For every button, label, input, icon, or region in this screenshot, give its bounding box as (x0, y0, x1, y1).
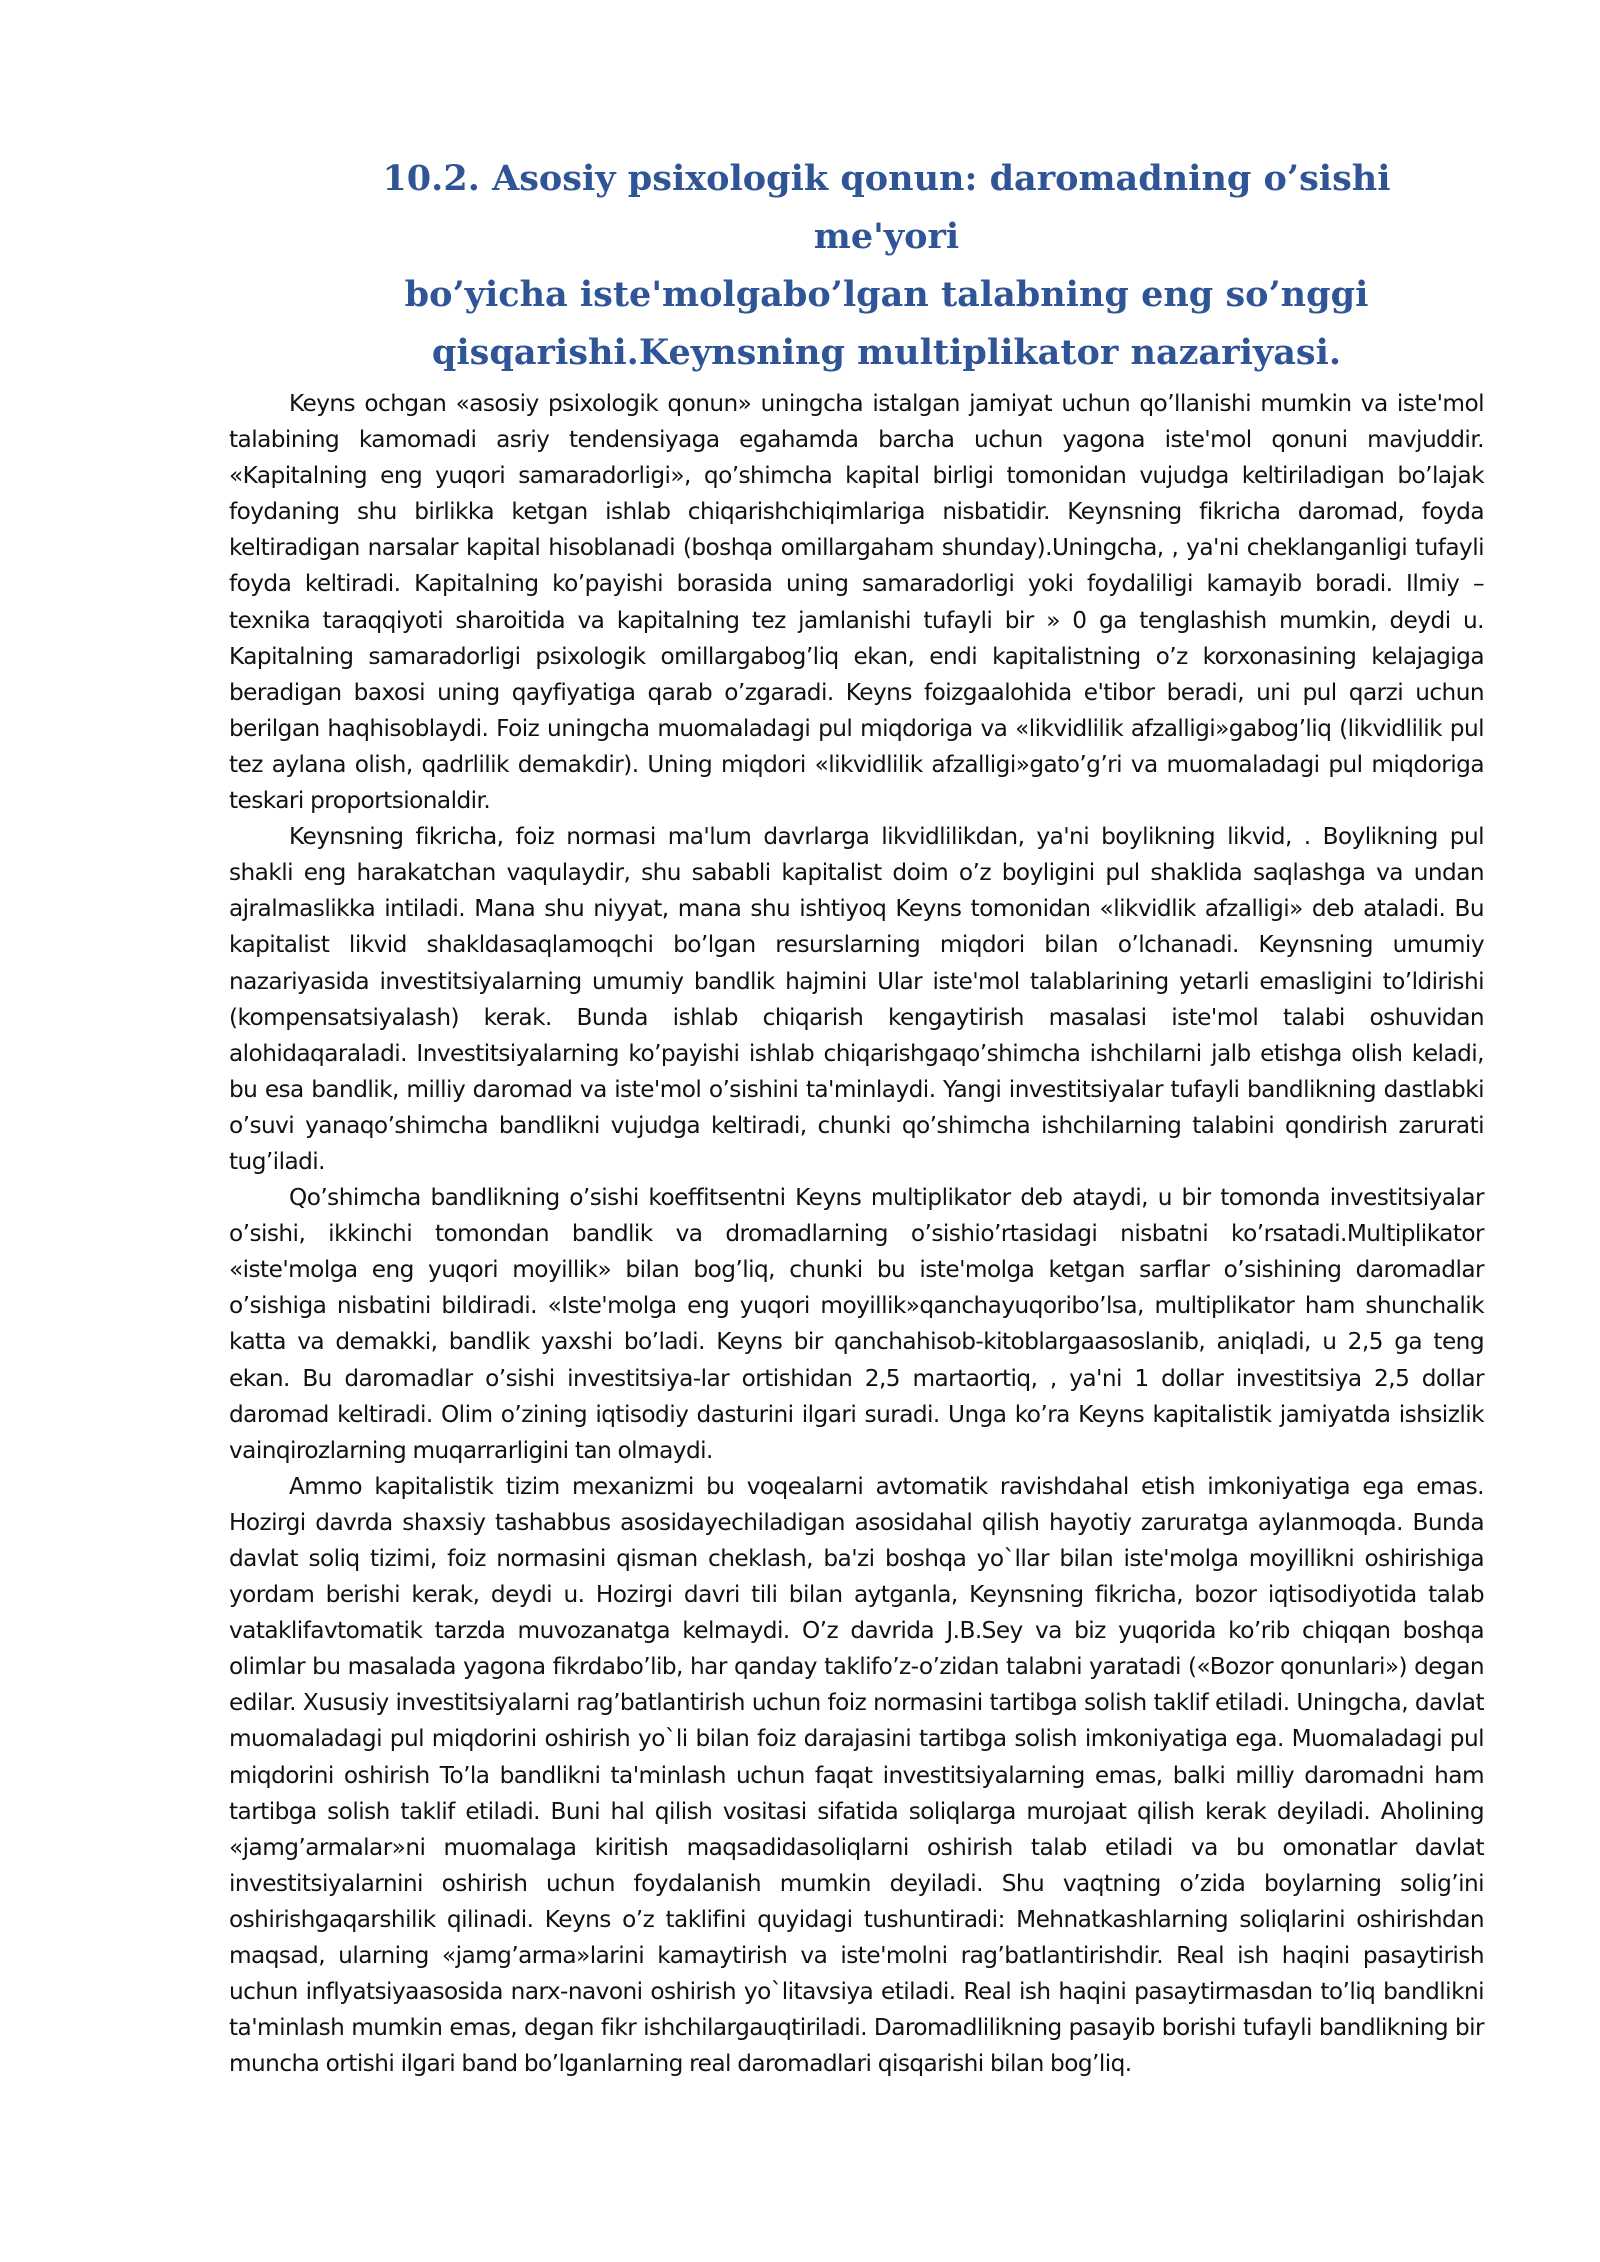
body-paragraph: Qo’shimcha bandlikning o’sishi koeffitsentni Keyns multiplikator deb ataydi, u bir tomonda investitsiyalar o’sishi, ikkinchi tomondan bandlik va dromadlarning o’sishio’rtasidagi nisbatni ko’rsatadi.Multiplikator «iste'molga eng yuqori moyillik» bilan bog’liq, chunki bu iste'molga ketgan sarflar o’sishining daromadlar o’sishiga nisbatini bildiradi. «Iste'molga eng yuqori moyillik»qanchayuqoribo’lsa, multiplikator ham shunchalik katta va demakki, bandlik yaxshi bo’ladi. Keyns bir qanchahisob-kitoblargaasoslanib, aniqladi, u 2,5 ga teng ekan. Bu daromadlar o’sishi investitsiya-lar ortishidan 2,5 martaortiq, , ya'ni 1 dollar investitsiya 2,5 dollar daromad keltiradi. Olim o’zining iqtisodiy dasturini ilgari suradi. Unga ko’ra Keyns kapitalistik jamiyatda ishsizlik vainqirozlarning muqarrarligini tan olmaydi. (229, 1184, 1484, 1464)
body-paragraph: Ammo kapitalistik tizim mexanizmi bu voqealarni avtomatik ravishdahal etish imkoniyatiga ega emas. Hozirgi davrda shaxsiy tashabbus asosidayechiladigan asosidahal qilish hayotiy zaruratga aylanmoqda. Bunda davlat soliq tizimi, foiz normasini qisman cheklash, ba'zi boshqa yo`llar bilan iste'molga moyillikni oshirishiga yordam berishi kerak, deydi u. Hozirgi davri tili bilan aytganla, Keynsning fikricha, bozor iqtisodiyotida talab vataklifavtomatik tarzda muvozanatga kelmaydi. O’z davrida J.B.Sey va biz yuqorida ko’rib chiqqan boshqa olimlar bu masalada yagona fikrdabo’lib, har qanday taklifo’z-o’zidan talabni yaratadi («Bozor qonunlari») degan edilar. Xususiy investitsiyalarni rag’batlantirish uchun foiz normasini tartibga solish taklif etiladi. Uningcha, davlat muomaladagi pul miqdorini oshirish yo`li bilan foiz darajasini tartibga solish imkoniyatiga ega. Muomaladagi pul miqdorini oshirish To’la bandlikni ta'minlash uchun faqat investitsiyalarning emas, balki milliy daromadni ham tartibga solish taklif etiladi. Buni hal qilish vositasi sifatida soliqlarga murojaat qilish kerak deyiladi. Aholining «jamg’armalar»ni muomalaga kiritish maqsadidasoliqlarni oshirish talab etiladi va bu omonatlar davlat investitsiyalarnini oshirish uchun foydalanish mumkin deyiladi. Shu vaqtning o’zida boylarning solig’ini oshirishgaqarshilik qilinadi. Keyns o’z taklifini quyidagi tushuntiradi: Mehnatkashlarning soliqlarini oshirishdan maqsad, ularning «jamg’arma»larini kamaytirish va iste'molni rag’batlantirishdir. Real ish haqini pasaytirish uchun inflyatsiyaasosida narx-navoni oshirish yo`litavsiya etiladi. Real ish haqini pasaytirmasdan to’liq bandlikni ta'minlash mumkin emas, degan fikr ishchilargauqtiriladi. Daromadlilikning pasayib borishi tufayli bandlikning bir muncha ortishi ilgari band bo’lganlarning real daromadlari qisqarishi bilan bog’liq. (229, 1472, 1484, 2078)
heading-line: 10.2. Asosiy psixologik qonun: daromadning o’sishi me'yori (382, 158, 1391, 257)
body-paragraph: Keynsning fikricha, foiz normasi ma'lum davrlarga likvidlilikdan, ya'ni boylikning likvid, . Boylikning pul shakli eng harakatchan vaqulaydir, shu sababli kapitalist doim o’z boyligini pul shaklida saqlashga va undan ajralmaslikka intiladi. Mana shu niyyat, mana shu ishtiyoq Keyns tomonidan «likvidlik afzalligi» deb ataladi. Bu kapitalist likvid shakldasaqlamoqchi bo’lgan resurslarning miqdori bilan o’lchanadi. Keynsning umumiy nazariyasida investitsiyalarning umumiy bandlik hajmini Ular iste'mol talablarining yetarli emasligini to’ldirishi (kompensatsiyalash) kerak. Bunda ishlab chiqarish kengaytirish masalasi iste'mol talabi oshuvidan alohidaqaraladi. Investitsiyalarning ko’payishi ishlab chiqarishgaqo’shimcha ishchilarni jalb etishga olish keladi, bu esa bandlik, milliy daromad va iste'mol o’sishini ta'minlaydi. Yangi investitsiyalar tufayli bandlikning dastlabki o’suvi yanaqo’shimcha bandlikni vujudga keltiradi, chunki qo’shimcha ishchilarning talabini qondirish zarurati tug’iladi. (229, 823, 1484, 1175)
document-page (229, 150, 1484, 2082)
heading-line: bo’yicha iste'molgabo’lgan talabning eng so’nggi (404, 274, 1369, 315)
body-paragraph: Keyns ochgan «asosiy psixologik qonun» uningcha istalgan jamiyat uchun qo’llanishi mumkin va iste'mol talabining kamomadi asriy tendensiyaga egahamda barcha uchun yagona iste'mol qonuni mavjuddir. «Kapitalning eng yuqori samaradorligi», qo’shimcha kapital birligi tomonidan vujudga keltiriladigan bo’lajak foydaning shu birlikka ketgan ishlab chiqarishchiqimlariga nisbatidir. Keynsning fikricha daromad, foyda keltiradigan narsalar kapital hisoblanadi (boshqa omillargaham shunday).Uningcha, , ya'ni cheklanganligi tufayli foyda keltiradi. Kapitalning ko’payishi borasida uning samaradorligi yoki foydaliligi kamayib boradi. Ilmiy – texnika taraqqiyoti sharoitida va kapitalning tez jamlanishi tufayli bir » 0 ga tenglashish mumkin, deydi u. Kapitalning samaradorligi psixologik omillargabog’liq ekan, endi kapitalistning o’z korxonasining kelajagiga beradigan baxosi uning qayfiyatiga qarab o’zgaradi. Keyns foizgaalohida e'tibor beradi, uni pul qarzi uchun berilgan haqhisoblaydi. Foiz uningcha muomaladagi pul miqdoriga va «likvidlilik afzalligi»gabog’liq (likvidlilik pul tez aylana olish, qadrlilik demakdir). Uning miqdori «likvidlilik afzalligi»gato’g’ri va muomaladagi pul miqdoriga teskari proportsionaldir. (229, 390, 1484, 815)
section-heading (229, 150, 1484, 382)
heading-line: qisqarishi.Keynsning multiplikator nazariyasi. (431, 332, 1342, 373)
